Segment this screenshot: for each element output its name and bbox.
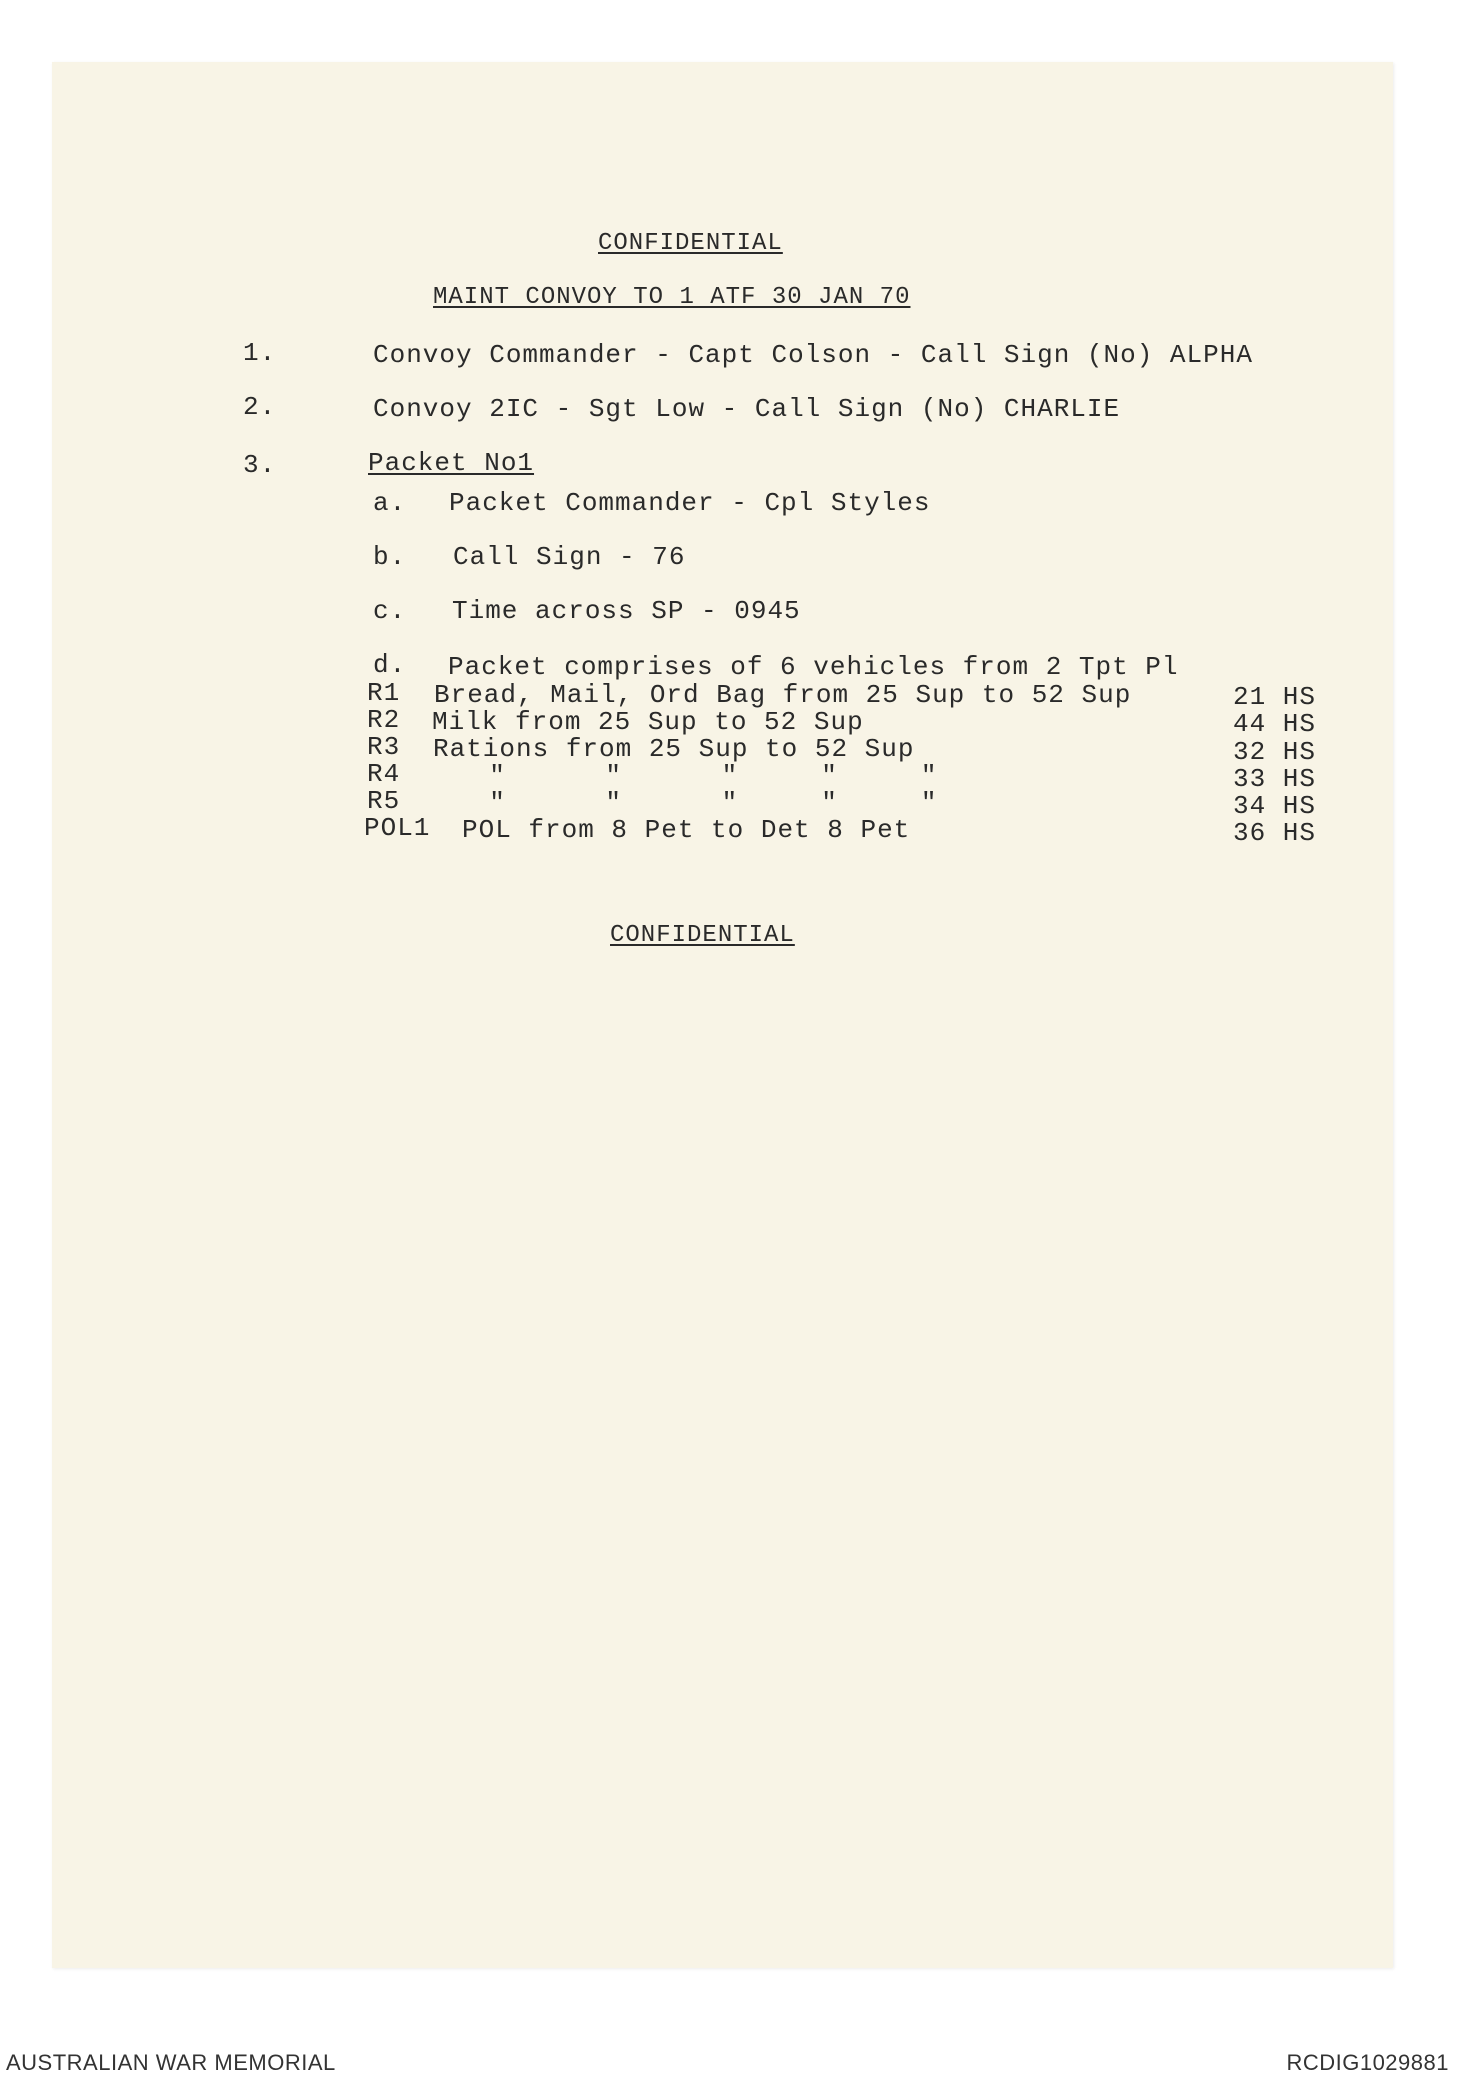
item-2-text: Convoy 2IC - Sgt Low - Call Sign (No) CHARLIE (373, 394, 1121, 424)
subitem-a-text: Packet Commander - Cpl Styles (449, 488, 931, 518)
vehicle-r4-desc: " " " " " (456, 761, 938, 791)
vehicle-r5-hs: 34 HS (1233, 791, 1317, 821)
vehicle-r3-hs: 32 HS (1233, 737, 1317, 767)
vehicle-pol1-hs: 36 HS (1233, 818, 1317, 848)
footer-right: RCDIG1029881 (1286, 2050, 1449, 2075)
subitem-b-letter: b. (373, 542, 407, 572)
item-1-text: Convoy Commander - Capt Colson - Call Sign (No) ALPHA (373, 340, 1253, 370)
document-title: MAINT CONVOY TO 1 ATF 30 JAN 70 (433, 284, 911, 311)
vehicle-r5-desc: " " " " " (456, 788, 938, 818)
subitem-c-letter: c. (373, 596, 407, 626)
item-2-number: 2. (243, 392, 277, 422)
vehicle-pol1-desc: POL from 8 Pet to Det 8 Pet (462, 815, 911, 845)
vehicle-r4-hs: 33 HS (1233, 764, 1317, 794)
vehicle-r3-desc: Rations from 25 Sup to 52 Sup (433, 734, 915, 764)
item-1-number: 1. (243, 338, 277, 368)
vehicle-r2-id: R2 (367, 705, 401, 735)
footer-left: AUSTRALIAN WAR MEMORIAL (6, 2050, 336, 2075)
vehicle-pol1-id: POL1 (364, 813, 431, 843)
subitem-a-letter: a. (373, 488, 407, 518)
vehicle-r1-id: R1 (367, 678, 401, 708)
vehicle-r5-id: R5 (367, 786, 401, 816)
item-3-text: Packet No1 (368, 448, 535, 478)
vehicle-r3-id: R3 (367, 732, 401, 762)
subitem-c-text: Time across SP - 0945 (452, 596, 801, 626)
item-3-number: 3. (243, 450, 277, 480)
confidential-header: CONFIDENTIAL (598, 230, 783, 257)
subitem-d-text: Packet comprises of 6 vehicles from 2 Tpt Pl (448, 652, 1179, 682)
vehicle-r4-id: R4 (367, 759, 401, 789)
subitem-d-letter: d. (373, 650, 407, 680)
confidential-footer: CONFIDENTIAL (610, 922, 795, 949)
vehicle-r2-hs: 44 HS (1233, 709, 1317, 739)
vehicle-r2-desc: Milk from 25 Sup to 52 Sup (432, 707, 864, 737)
vehicle-r1-hs: 21 HS (1233, 682, 1317, 712)
subitem-b-text: Call Sign - 76 (453, 542, 686, 572)
vehicle-r1-desc: Bread, Mail, Ord Bag from 25 Sup to 52 Sup (434, 680, 1132, 710)
